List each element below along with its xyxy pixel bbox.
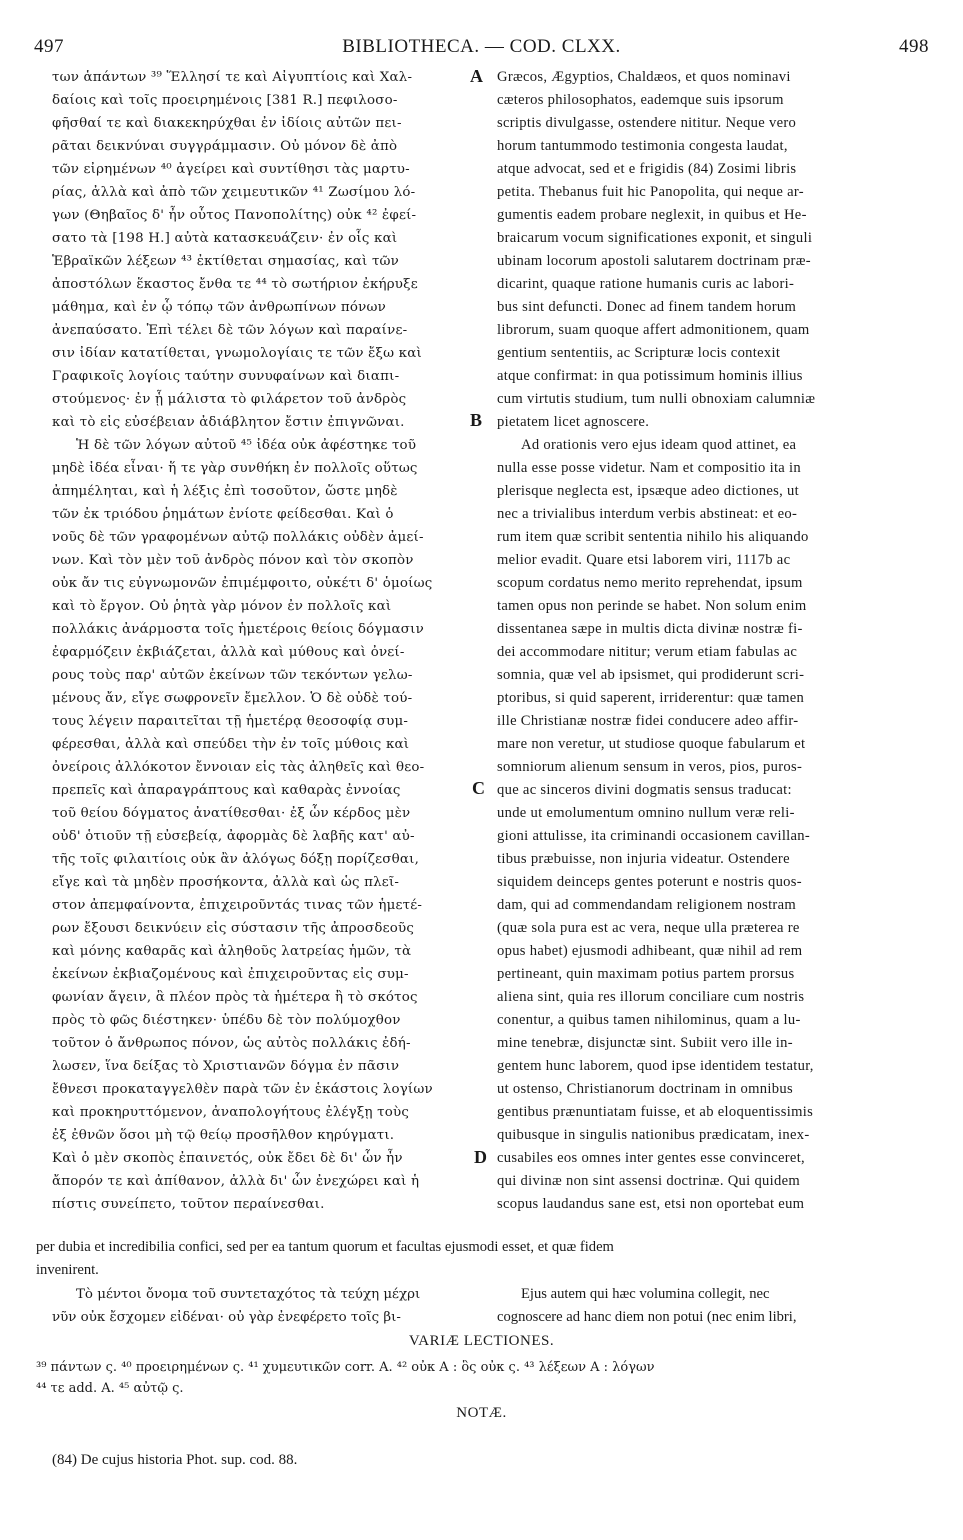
lower-greek-text xyxy=(52,1283,480,1329)
text-line: φῆσθαί τε καὶ διακεκηρύχθαι ἐν ἰδίοις αὐτῶν πει- xyxy=(52,116,402,131)
text-line: Τὸ μέντοι ὄνομα τοῦ συντεταχότος τὰ τεύχη μέχρι xyxy=(76,1287,421,1302)
text-line: que ac sinceros divini dogmatis sensus traducat: xyxy=(497,782,792,798)
text-line: ἀπημέληται, καὶ ἡ λέξις ἐπὶ τοσοῦτον, ὥστε μηδὲ xyxy=(52,484,398,499)
text-line: εἴγε καὶ τὰ μηδὲν προσήκοντα, ἀλλὰ καὶ ὡς πλεῖ- xyxy=(52,875,400,890)
text-line: petita. Thebanus fuit hic Panopolita, qui neque ar- xyxy=(497,184,804,200)
text-line: pertineant, quin maximam potius partem prorsus xyxy=(497,966,795,982)
text-line: νῦν οὐκ ἔσχομεν εἰδέναι· οὐ γὰρ ἐνεφέρετο τοῖς βι- xyxy=(52,1310,401,1325)
margin-marker-b: B xyxy=(470,410,483,430)
text-line: καὶ μόνης καθαρᾶς καὶ ἀληθοῦς λατρείας ἡμῶν, τὰ xyxy=(52,944,412,959)
text-line: gioni attulisse, ita criminandi occasionem cavillan- xyxy=(497,828,811,844)
text-line: scopus laudandus sane est, etsi non oportebat eum xyxy=(497,1196,805,1212)
text-line: Ἡ δὲ τῶν λόγων αὐτοῦ ⁴⁵ ἰδέα οὐκ ἀφέστηκε τοῦ xyxy=(76,438,417,453)
text-line: οὐδ' ὁτιοῦν τῇ εὐσεβείᾳ, ἀφορμὰς δὲ λαβῆς κατ' αὐ- xyxy=(52,829,415,844)
text-line: μηδὲ ἰδέα εἶναι· ἥ τε γὰρ συνθήκη ἐν πολλοῖς οὕτως xyxy=(52,461,418,476)
margin-marker-a: A xyxy=(470,66,483,86)
text-line: Ad orationis vero ejus ideam quod attinet, ea xyxy=(521,437,797,453)
text-line: nec a trivialibus interdum verbis abstineat: et eo- xyxy=(497,506,798,522)
text-line: atque advocat, sed et e frigidis (84) Zosimi libris xyxy=(497,161,797,177)
text-line: tamen opus non perinde se habet. Non solum enim xyxy=(497,598,807,614)
text-line: per dubia et incredibilia confici, sed per ea tantum quorum et facultas ejusmodi esset, et quæ fidem xyxy=(36,1239,614,1255)
note-84: (84) De cujus historia Phot. sup. cod. 88. xyxy=(52,1452,298,1468)
text-line: φωνίαν ἄγειν, ἃ πλέον πρὸς τὰ ἡμέτερα ἢ τὸ σκότος xyxy=(52,990,418,1005)
text-line: καὶ τὸ ἔργον. Οὐ ῥητὰ γὰρ μόνον ἐν πολλοῖς καὶ xyxy=(52,599,392,614)
text-line: dicarint, quaque ratione humanis curis ac labori- xyxy=(497,276,795,292)
text-line: οὐκ ἄν τις εὐγνωμονῶν ἐπιμέμφοιτο, οὐκέτι δ' ὁμοίως xyxy=(52,576,433,591)
margin-marker-c: C xyxy=(472,778,485,798)
text-line: μένους ἄν, εἴγε σωφρονεῖν ἔμελλον. Ὁ δὲ οὐδὲ τού- xyxy=(52,691,413,706)
page-number-right: 498 xyxy=(899,36,929,57)
text-line: unde ut emolumentum omnino nullum veræ reli- xyxy=(497,805,795,821)
text-line: τῆς τοῖς φιλαιτίοις οὐκ ἂν ἀλόγως δόξῃ πορίζεσθαι, xyxy=(52,852,420,867)
variae-lectiones xyxy=(36,1357,933,1399)
text-line: conentur, a quibus tamen nihilominus, quam a lu- xyxy=(497,1012,801,1028)
text-line: καὶ προκηρυττόμενον, ἀναπολογήτους ἐλέγξῃ τοὺς xyxy=(52,1105,410,1120)
text-line: aliena sint, quia res illorum conciliare cum nostris xyxy=(497,989,805,1005)
text-line: τοῦτον ὁ ἄνθρωπος πόνον, ὡς αὐτὸς πολλάκις ἐδή- xyxy=(52,1036,411,1051)
text-line: (quæ sola pura est ac vera, neque ulla præterea re xyxy=(497,920,800,936)
text-line: nulla esse posse videtur. Nam et compositio ita in xyxy=(497,460,801,476)
text-line: φέρεσθαι, ἀλλὰ καὶ σπεύδει τὴν ἐν τοῖς μύθοις καὶ xyxy=(52,737,410,752)
text-line: τῶν ἐκ τριόδου ῥημάτων ἐνίοτε φείδεσθαι. Καὶ ὁ xyxy=(52,507,394,522)
text-line: στούμενος· ἐν ᾗ μάλιστα τὸ φιλάρετον τοῦ ἀνδρὸς xyxy=(52,392,407,407)
text-line: ptoribus, si quid saperent, irriderentur: quæ tamen xyxy=(497,690,805,706)
text-line: ὀνείροις ἀλλόκοτον ἔννοιαν εἰς τὰς ἀληθεῖς καὶ θεο- xyxy=(52,760,425,775)
text-line: λωσεν, ἵνα δείξας τὸ Χριστιανῶν δόγμα ἐν πᾶσιν xyxy=(52,1059,400,1074)
text-line: τοῦ θείου δόγματος ἀνατίθεσθαι· ἐξ ὧν κέρδος μὲν xyxy=(52,806,411,821)
text-line: των ἁπάντων ³⁹ Ἕλλησί τε καὶ Αἰγυπτίοις καὶ Χαλ- xyxy=(52,70,413,85)
variae-lectiones-title: VARIÆ LECTIONES. xyxy=(408,1333,555,1349)
text-line: νων. Καὶ τὸν μὲν τοῦ ἀνδρὸς πόνον καὶ τὸν σκοπὸν xyxy=(52,553,414,568)
text-line: Ejus autem qui hæc volumina collegit, nec xyxy=(521,1286,770,1302)
text-line: τους λέγειν παραιτεῖται τῇ ἡμετέρᾳ θεοσοφίᾳ συμ- xyxy=(52,714,409,729)
text-line: mare non veretur, ut studiose quoque fabularum et xyxy=(497,736,806,752)
text-line: τῶν εἰρημένων ⁴⁰ ἀγείρει καὶ συντίθησι τὰς μαρτυ- xyxy=(52,162,410,177)
text-line: horum tantummodo testimonia congesta laudat, xyxy=(497,138,788,154)
text-line: somniorum alienum sensum in veros, pios, puros- xyxy=(497,759,803,775)
text-line: mine tenebræ, disjunctæ sint. Subiit vero ille in- xyxy=(497,1035,793,1051)
text-line: δαίοις καὶ τοῖς προειρημένοις [381 R.] πεφιλοσο- xyxy=(52,93,398,108)
text-line: melior evadit. Quare etsi laborem viri, 1117b ac xyxy=(497,552,791,568)
text-line: cum virtutis studium, tum nulli obnoxiam calumniæ xyxy=(497,391,816,407)
text-line: bus sint defuncti. Donec ad finem tandem horum xyxy=(497,299,797,315)
text-line: ἐφαρμόζειν ἐκβιάζεται, ἀλλὰ καὶ μύθους καὶ ὀνεί- xyxy=(52,645,405,660)
running-title: BIBLIOTHECA. — COD. CLXX. xyxy=(342,36,621,57)
text-line: tibus præbuisse, non injuria videatur. Ostendere xyxy=(497,851,790,867)
text-line: πρὸς τὸ φῶς διέστηκεν· ὑπέδυ δὲ τὸν πολύμοχθον xyxy=(52,1013,401,1028)
text-line: Καὶ ὁ μὲν σκοπὸς ἐπαινετός, οὐκ ἔδει δὲ δι' ὧν ἦν xyxy=(52,1151,403,1166)
text-line: qui divinæ non sint assensi doctrinæ. Qui quidem xyxy=(497,1173,801,1189)
notae-title: NOTÆ. xyxy=(456,1405,507,1421)
latin-column xyxy=(497,66,933,1216)
text-line: cognoscere ad hanc diem non potui (nec enim libri, xyxy=(497,1309,797,1325)
text-line: ρίας, ἀλλὰ καὶ ἀπὸ τῶν χειμευτικῶν ⁴¹ Ζωσίμου λό- xyxy=(52,185,416,200)
text-line: ἀνεπαύσατο. Ἐπὶ τέλει δὲ τῶν λόγων καὶ παραίνε- xyxy=(52,323,408,338)
text-line: dam, qui ad commendandam religionem nostram xyxy=(497,897,797,913)
text-line: ut ostenso, Christianorum doctrinam in omnibus xyxy=(497,1081,793,1097)
full-width-text xyxy=(36,1236,933,1282)
greek-column xyxy=(52,66,483,1216)
text-line: plerisque neglecta est, ipsæque adeo dictiones, ut xyxy=(497,483,799,499)
text-line: quibusque in singulis nationibus prædicatam, inex- xyxy=(497,1127,810,1143)
text-line: πρεπεῖς καὶ ἀπαραγράπτους καὶ καθαρὰς ἐννοίας xyxy=(52,783,401,798)
text-line: pietatem licet agnoscere. xyxy=(497,414,650,430)
text-line: πολλάκις ἀνάρμοστα τοῖς ἡμετέροις θείοις δόγμασιν xyxy=(52,622,424,637)
text-line: ρᾶται δεικνύναι συγγράμμασιν. Οὐ μόνον δὲ ἀπὸ xyxy=(52,139,398,154)
text-line: ρους τοὺς παρ' αὐτῶν ἐκείνων τῶν τεκόντων γελω- xyxy=(52,668,413,683)
text-line: scopum cordatus nemo merito reprehendat, ipsum xyxy=(497,575,803,591)
text-line: scriptis divulgasse, ostendere nititur. Neque vero xyxy=(497,115,797,131)
text-line: rum item quæ scribit sententia nihilo his aliquando xyxy=(497,529,809,545)
text-line: somnia, quæ vel ab ipsismet, qui prodiderunt scri- xyxy=(497,667,805,683)
text-line: braicarum vocum significationes exponit, et singuli xyxy=(497,230,813,246)
text-line: νοῦς δὲ τῶν γραφομένων αὐτῷ πολλάκις οὐδὲν ἀμεί- xyxy=(52,530,424,545)
page-number-left: 497 xyxy=(34,36,64,57)
text-line: atque confirmat: in qua potissimum hominis illius xyxy=(497,368,803,384)
text-line: στον ἀπεμφαίνοντα, ἐπιχειροῦντάς τινας τῶν ἡμετέ- xyxy=(52,898,423,913)
text-line: μάθημα, καὶ ἐν ᾧ τόπῳ τῶν ἀνθρωπίνων πόνων xyxy=(52,300,386,315)
text-line: ³⁹ πάντων ς. ⁴⁰ προειρημένων ς. ⁴¹ χυμευτικῶν corr. A. ⁴² οὐκ A : ὃς οὐκ ς. ⁴³ λέξεων A : λόγων xyxy=(36,1360,655,1375)
text-line: ἔθνεσι προκαταγγελθὲν παρὰ τῶν ἐν ἑκάστοις λογίων xyxy=(52,1082,433,1097)
text-line: cusabiles eos omnes inter gentes esse convinceret, xyxy=(497,1150,805,1166)
text-line: ⁴⁴ τε add. A. ⁴⁵ αὐτῷ ς. xyxy=(36,1381,184,1396)
text-line: gumentis eadem probare neglexit, in quibus et He- xyxy=(497,207,807,223)
text-line: πίστις συνείπετο, τοῦτον περαίνεσθαι. xyxy=(52,1197,325,1212)
text-line: σατο τὰ [198 H.] αὐτὰ κατασκευάζειν· ἐν οἷς καὶ xyxy=(52,231,398,246)
page-header xyxy=(34,36,929,62)
text-line: siquidem deinceps gentes poterunt e nostris quos- xyxy=(497,874,802,890)
text-line: ille Christianæ nostræ fidei conducere adeo affir- xyxy=(497,713,799,729)
text-line: ἀποστόλων ἕκαστος ἔνθα τε ⁴⁴ τὸ σωτήριον ἐκήρυξε xyxy=(52,277,418,292)
text-line: ἄπορόν τε καὶ ἀπίθανον, ἀλλὰ δι' ὧν ἐνεχώρει καὶ ἡ xyxy=(52,1174,420,1189)
text-line: σιν ἰδίαν κατατίθεται, γνωμολογίαις τε τῶν ἔξω καὶ xyxy=(52,346,422,361)
text-line: opus habet) ejusmodi adhibeant, quæ nihil ad rem xyxy=(497,943,803,959)
text-line: gentem hunc laborem, quod ipse identidem testatur, xyxy=(497,1058,814,1074)
margin-marker-d: D xyxy=(474,1147,487,1167)
text-line: γων (Θηβαῖος δ' ἦν οὗτος Πανοπολίτης) οὐκ ⁴² ἐφεί- xyxy=(52,208,417,223)
text-line: ἐκείνων ἐκβιαζομένους καὶ ἐπιχειροῦντας εἰς συμ- xyxy=(52,967,409,982)
text-line: gentium sententiis, ac Scripturæ locis contexit xyxy=(497,345,781,361)
text-line: librorum, suam quoque affert admonitionem, quam xyxy=(497,322,810,338)
text-line: Ἑβραϊκῶν λέξεων ⁴³ ἐκτίθεται σημασίας, καὶ τῶν xyxy=(52,254,400,269)
text-line: Γραφικοῖς λογίοις ταύτην συνυφαίνων καὶ διαπι- xyxy=(52,369,400,384)
text-line: ρων ἔξουσι δεικνύειν εἰς σύστασιν τῆς ἀπροσδεοῦς xyxy=(52,921,415,936)
text-line: cæteros philosophatos, eademque suis ipsorum xyxy=(497,92,784,108)
text-line: dei accommodare nititur; verum etiam fabulas ac xyxy=(497,644,798,660)
text-line: gentibus prænuntiatam fuisse, et ab eloquentissimis xyxy=(497,1104,814,1120)
text-line: invenirent. xyxy=(36,1262,99,1278)
text-line: ubinam locorum apostoli salutarem doctrinam præ- xyxy=(497,253,811,269)
text-line: Græcos, Ægyptios, Chaldæos, et quos nominavi xyxy=(497,69,791,85)
text-line: dissentanea sæpe in multis dicta divinæ nostræ fi- xyxy=(497,621,803,637)
text-line: ἐξ ἐθνῶν ὅσοι μὴ τῷ θείῳ προσῆλθον κηρύγματι. xyxy=(52,1128,395,1143)
text-line: καὶ τὸ εἰς εὐσέβειαν ἀδιάβλητον ἔστιν ἐπιγνῶναι. xyxy=(52,415,405,430)
lower-latin-text xyxy=(497,1283,933,1329)
